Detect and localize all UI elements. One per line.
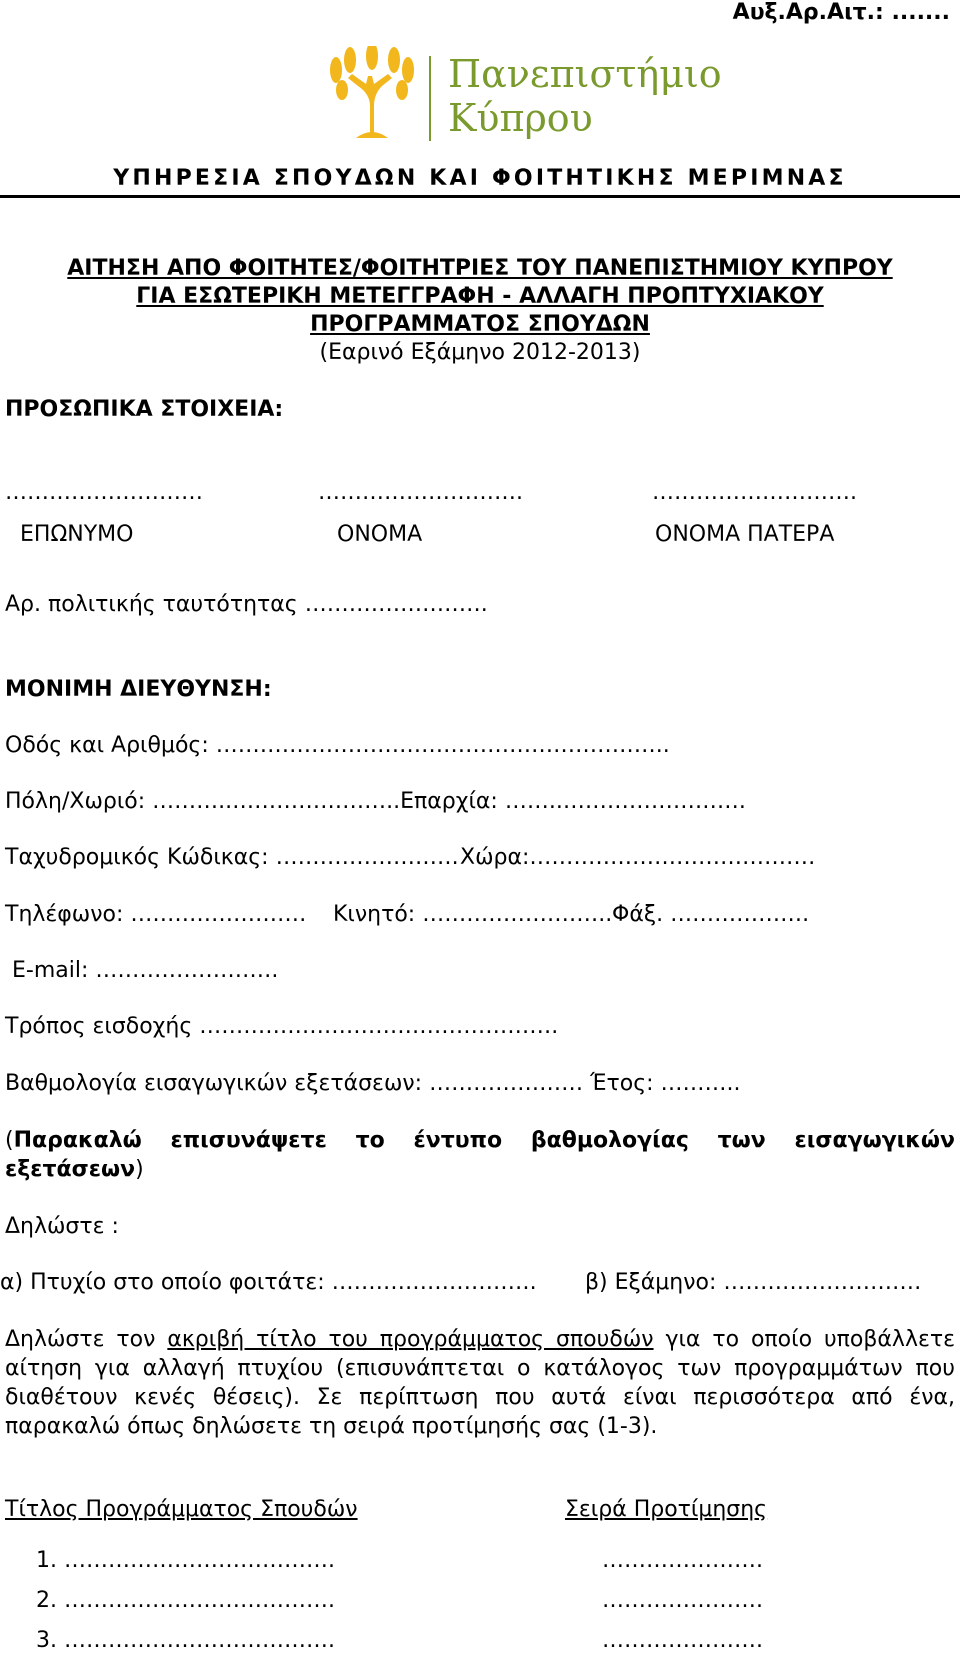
street-row — [5, 733, 670, 758]
instructions-text-a: Δηλώστε τον — [5, 1327, 168, 1352]
instructions-line3: διαθέτουν κενές θέσεις). Σε περίπτωση που αυτά είναι περισσότερα από ένα, — [5, 1385, 955, 1410]
attach-note-text-end: εξετάσεων — [5, 1157, 136, 1182]
semester-row — [585, 1270, 921, 1295]
mobile-row — [333, 902, 612, 927]
form-title-line2: ΓΙΑ ΕΣΩΤΕΡΙΚΗ ΜΕΤΕΓΓΡΑΦΗ - ΑΛΛΑΓΗ ΠΡΟΠΤΥΧΙΑΚΟΥ — [136, 284, 824, 309]
semester-field[interactable]: ……………………… — [723, 1270, 922, 1295]
preference-field[interactable]: …………………. — [602, 1548, 763, 1573]
university-logo — [320, 46, 722, 152]
name-label: ΟΝΟΜΑ — [337, 522, 423, 547]
street-field[interactable]: …………………………………………………….. — [215, 733, 670, 758]
country-label: Χώρα: — [460, 845, 530, 870]
postcode-field[interactable]: ……………………. — [275, 845, 459, 870]
instructions-emphasis: ακριβή τίτλο του προγράμματος σπουδών — [167, 1327, 654, 1352]
email-field[interactable]: ……………………. — [95, 958, 279, 983]
degree-field[interactable]: ………………………. — [331, 1270, 537, 1295]
year-label: Έτος: — [590, 1071, 654, 1096]
city-field[interactable]: ………..………………….. — [152, 789, 401, 814]
id-label: Αρ. πολιτικής ταυτότητας — [5, 592, 298, 617]
programme-instructions — [5, 1325, 955, 1441]
phone-field[interactable]: …………………… — [130, 902, 307, 927]
preference-field[interactable]: …………………. — [602, 1628, 763, 1653]
row-number: 3. — [36, 1628, 57, 1653]
surname-field[interactable]: ……………………… — [5, 480, 203, 505]
id-row — [5, 592, 488, 617]
programme-title-header: Τίτλος Προγράμματος Σπουδών — [5, 1497, 358, 1522]
semester-subtitle: (Εαρινό Εξάμηνο 2012-2013) — [319, 340, 641, 365]
district-label: Επαρχία: — [400, 789, 498, 814]
fax-field[interactable]: ………………. — [670, 902, 810, 927]
form-title-line1: ΑΙΤΗΣΗ ΑΠΟ ΦΟΙΤΗΤΕΣ/ΦΟΙΤΗΤΡΙΕΣ ΤΟΥ ΠΑΝΕΠΙΣΤΗΜΙΟΥ ΚΥΠΡΟΥ — [67, 256, 893, 281]
father-name-label: ΟΝΟΜΑ ΠΑΤΕΡΑ — [655, 522, 835, 547]
fax-row — [612, 902, 809, 927]
degree-row — [0, 1270, 537, 1295]
phone-label: Τηλέφωνο: — [5, 902, 124, 927]
city-row — [5, 789, 746, 814]
programme-title-field[interactable]: ………………………………. — [64, 1588, 335, 1613]
admission-label: Τρόπος εισδοχής — [5, 1014, 193, 1039]
attach-note: (Παρακαλώ επισυνάψετε το έντυπο βαθμολογίας των εισαγωγικών εξετάσεων) — [5, 1128, 955, 1182]
personal-details-heading: ΠΡΟΣΩΠΙΚΑ ΣΤΟΙΧΕΙΑ: — [5, 397, 284, 422]
district-field[interactable]: ……..……………………. — [504, 789, 746, 814]
father-name-field[interactable]: ………………………. — [652, 480, 857, 505]
attach-note-text: Παρακαλώ επισυνάψετε το έντυπο βαθμολογίας των εισαγωγικών — [13, 1128, 955, 1153]
form-title-line3: ΠΡΟΓΡΑΜΜΑΤΟΣ ΣΠΟΥΔΩΝ — [310, 312, 650, 337]
city-label: Πόλη/Χωριό: — [5, 789, 146, 814]
phone-row — [5, 902, 306, 927]
header-divider — [0, 195, 960, 198]
row-number: 2. — [36, 1588, 57, 1613]
admission-row — [5, 1014, 558, 1039]
fax-label: Φάξ. — [612, 902, 664, 927]
country-row — [460, 845, 815, 870]
street-label: Οδός και Αριθμός: — [5, 733, 209, 758]
instructions-line2: αίτηση για αλλαγή πτυχίου (επισυνάπτεται ο κατάλογος των προγραμμάτων που — [5, 1356, 955, 1381]
email-row — [12, 958, 278, 983]
programme-title-field[interactable]: ………………………………. — [64, 1548, 335, 1573]
name-field[interactable]: ………………………. — [318, 480, 523, 505]
service-heading: ΥΠΗΡΕΣΙΑ ΣΠΟΥΔΩΝ ΚΑΙ ΦΟΙΤΗΤΙΚΗΣ ΜΕΡΙΜΝΑΣ — [113, 166, 847, 191]
year-field[interactable]: ……….. — [660, 1071, 741, 1096]
logo-text-line1: Πανεπιστήμιο — [448, 52, 722, 96]
grade-row — [5, 1071, 741, 1096]
surname-label: ΕΠΩΝΥΜΟ — [20, 522, 134, 547]
country-field[interactable]: ………………………………… — [529, 845, 816, 870]
application-ref-number: Αυξ.Αρ.Αιτ.: ....... — [732, 0, 950, 25]
preference-header: Σειρά Προτίμησης — [565, 1497, 768, 1522]
programme-row — [36, 1628, 335, 1653]
address-heading: ΜΟΝΙΜΗ ΔΙΕΥΘΥΝΣΗ: — [5, 677, 272, 702]
programme-row — [36, 1548, 335, 1573]
declare-label: Δηλώστε : — [5, 1214, 119, 1239]
degree-label: α) Πτυχίο στο οποίο φοιτάτε: — [0, 1270, 325, 1295]
preference-field[interactable]: …………………. — [602, 1588, 763, 1613]
postcode-row — [5, 845, 459, 870]
mobile-field[interactable]: …………………….. — [422, 902, 613, 927]
programme-row — [36, 1588, 335, 1613]
logo-text-line2: Κύπρου — [448, 96, 593, 140]
postcode-label: Ταχυδρομικός Κώδικας: — [5, 845, 269, 870]
programme-title-field[interactable]: ………………………………. — [64, 1628, 335, 1653]
mobile-label: Κινητό: — [333, 902, 416, 927]
id-field[interactable]: ……………………. — [304, 592, 488, 617]
semester-label: β) Εξάμηνο: — [585, 1270, 717, 1295]
admission-field[interactable]: …………………………………………. — [199, 1014, 559, 1039]
instructions-text-b: για το οποίο υποβάλλετε — [653, 1327, 955, 1352]
instructions-line4: παρακαλώ όπως δηλώσετε τη σειρά προτίμησής σας (1-3). — [5, 1414, 658, 1439]
email-label: E-mail: — [12, 958, 89, 983]
row-number: 1. — [36, 1548, 57, 1573]
grade-label: Βαθμολογία εισαγωγικών εξετάσεων: — [5, 1071, 423, 1096]
grade-field[interactable]: ………………… — [429, 1071, 584, 1096]
